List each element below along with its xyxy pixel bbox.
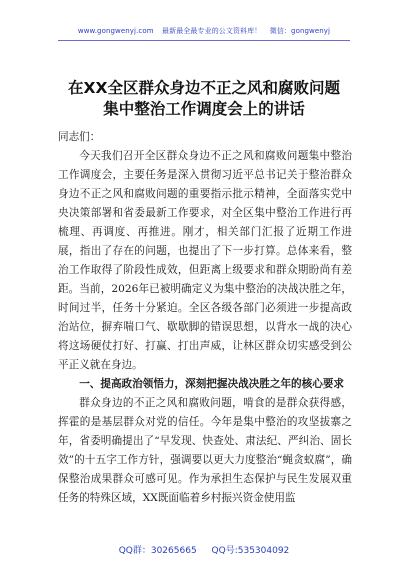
- paragraph-section-1: 群众身边的不正之风和腐败问题，啃食的是群众获得感，挥霍的是基层群众对党的信任。今年是集中整治的攻坚拔寨之年，省委明确提出了“早发现、快查处、肃法纪、严纠治、固长效”的十五字工作方针，强调要以更大力度整治“蝇贪蚁腐”，确保整治成果群众可感可见。作为承担生态保护与民生发展双重任务的特殊区域，XX既面临着乡村振兴资金使用监: [58, 397, 352, 504]
- header-divider: [58, 40, 350, 41]
- document-title-line1: 在XX全区群众身边不正之风和腐败问题: [68, 79, 340, 97]
- document-title-line2: 集中整治工作调度会上的讲话: [103, 100, 305, 118]
- qq-number: QQ号:535304092: [211, 546, 290, 556]
- site-slogan: 最新最全最专业的公文资料库！: [162, 27, 262, 35]
- paragraph-intro: 今天我们召开全区群众身边不正之风和腐败问题集中整治工作调度会，主要任务是深入贯彻习近平总书记关于整治群众身边不正之风和腐败问题的重要指示批示精神，全面落实党中央决策部署和省委最新工作要求，对全区集中整治工作进行再梳理、再调度、再推进。刚才，相关部门汇报了近期工作进展，指出了存在的问题，也提出了下一步打算。总体来看，整治工作取得了阶段性成效，但距离上级要求和群众期盼尚有差距。当前，2026年已被明确定义为集中整治的决战决胜之年，时间过半，任务十分紧迫。全区各级各部门必须进一步提高政治站位，摒弃喘口气、歇歇脚的错误思想，以背水一战的决心将这场硬仗打好、打赢、打出声威，让林区群众切实感受到公平正义就在身边。: [58, 150, 352, 371]
- document-body: [58, 128, 352, 508]
- site-header: [0, 26, 408, 36]
- site-url[interactable]: www.gongwenyj.com: [77, 27, 154, 35]
- site-footer: [0, 543, 408, 556]
- greeting: 同志们：: [58, 131, 101, 143]
- wechat-id: 微信：gongwenyj: [269, 27, 331, 35]
- section-heading-1: 一、提高政治领悟力，深刻把握决战决胜之年的核心要求: [79, 378, 345, 390]
- qq-group: QQ群：30265665: [118, 546, 197, 556]
